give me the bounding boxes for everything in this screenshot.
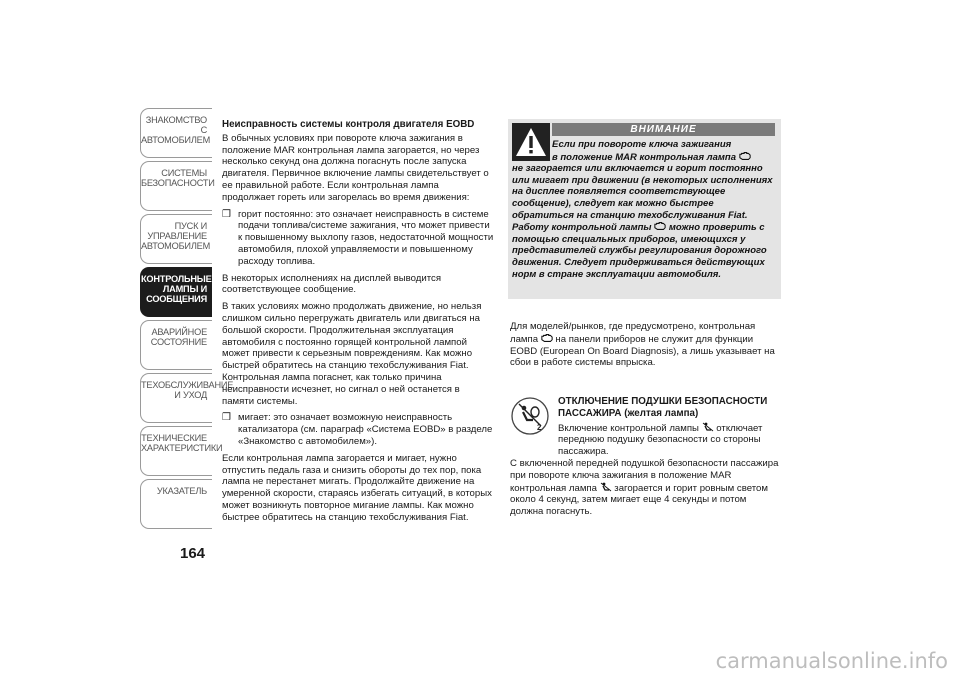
bullet-text: мигает: это означает возможную неисправность катализатора (см. параграф «Система EOBD» в разделе «Знакомство с автомобилем»). [238, 412, 493, 447]
tab-avariynoe[interactable]: АВАРИЙНОЕ СОСТОЯНИЕ [140, 320, 212, 370]
page-number: 164 [180, 545, 206, 562]
tab-tehobsluzhivanie[interactable]: ТЕХОБСЛУЖИВАНИЕ И УХОД [140, 373, 212, 423]
airbag-icon-number: 2 [537, 423, 542, 432]
paragraph [510, 458, 780, 518]
airbag-small-icon [702, 422, 714, 432]
tab-tehnicheskie[interactable]: ТЕХНИЧЕСКИЕ ХАРАКТЕРИСТИКИ [140, 426, 212, 476]
warning-heading: ВНИМАНИЕ [552, 123, 775, 136]
list-item [222, 209, 494, 268]
airbag-small-icon [600, 482, 612, 492]
paragraph-text: Для моделей/рынков, где предусмотрено, контрольная лампа [510, 321, 756, 345]
paragraph-text: С включенной передней подушкой безопасности пассажира при повороте ключа зажигания в положение MAR контрольная лампа [510, 457, 779, 494]
warning-line-with-icon [512, 151, 775, 164]
warning-box [508, 119, 781, 299]
warning-line: можно проверить с помощью специальных приборов, имеющихся у представителей службы регулирования дорожного движения. Следует придерживаться действующих норм в стране эксплуатации автомобиля. [512, 222, 767, 280]
watermark: carmanualsonline.info [715, 649, 948, 673]
tab-ukazatel[interactable]: УКАЗАТЕЛЬ [140, 479, 212, 529]
warning-line: в положение MAR контрольная лампа [552, 151, 736, 163]
paragraph: Если контрольная лампа загорается и мигает, нужно отпустить педаль газа и снизить обороты до тех пор, пока лампа не перестанет мигать. Продолжайте движение на умеренной скорости, стараясь избегать ситуаций, в которых может возникнуть повторное мигание лампы. Как можно быстрее обратитесь на станцию техобслуживания Fiat. [222, 452, 492, 523]
tab-sistemy-bezopasnosti[interactable]: СИСТЕМЫ БЕЗОПАСНОСТИ [140, 161, 212, 211]
left-column [222, 119, 494, 529]
airbag-section [510, 396, 780, 518]
paragraph: В таких условиях можно продолжать движение, но нельзя слишком сильно перегружать двигатель или двигаться на большой скорости. Продолжительная эксплуатация автомобиля с постоянно горящей контрольной лампой может привести к серьезным повреждениям. Как можно быстрей обратитесь на станцию техобслуживания Fiat. Контрольная лампа погаснет, как только причина неисправности исчезнет, но сигнал о ней останется в памяти системы. [222, 301, 482, 407]
section-title: ОТКЛЮЧЕНИЕ ПОДУШКИ БЕЗОПАСНОСТИ ПАССАЖИРА (желтая лампа) [558, 396, 768, 419]
warning-text [512, 139, 775, 280]
paragraph-text: загорается и горит ровным светом около 4 секунд, затем мигает еще 4 секунды и потом должна погаснуть. [510, 482, 768, 518]
checkbox-bullet-icon: ❒ [222, 412, 231, 424]
engine-check-icon [739, 151, 751, 161]
bullet-text: горит постоянно: это означает неисправность в системе подачи топлива/системе зажигания, что может привести к повышенному выхлопу газов, недостаточной мощности автомобиля, плохой управляемости и повышенному расходу топлива. [238, 208, 494, 267]
paragraph-text: на панели приборов не служит для функции EOBD (European On Board Diagnosis), а лишь указывает на сбои в работе системы впрыска. [510, 333, 775, 369]
tab-znakomstvo[interactable]: ЗНАКОМСТВО С АВТОМОБИЛЕМ [140, 108, 212, 158]
tab-pusk-i-upravlenie[interactable]: ПУСК И УПРАВЛЕНИЕ АВТОМОБИЛЕМ [140, 214, 212, 264]
airbag-off-icon [510, 396, 550, 436]
paragraph [510, 422, 780, 458]
paragraph-text: отключает переднюю подушку безопасности со стороны пассажира. [558, 422, 763, 458]
checkbox-bullet-icon: ❒ [222, 208, 231, 220]
paragraph: В некоторых исполнениях на дисплей выводится соответствующее сообщение. [222, 272, 442, 296]
warning-line: не загорается или включается и горит постоянно или мигает при движении (в некоторых исполнениях на дисплее появляется соответствующее сообщение), следует как можно быстрее обратиться на станцию техобслуживания Fiat. Работу контрольной лампы [512, 163, 773, 234]
tab-kontrolnye-lampy[interactable]: КОНТРОЛЬНЫЕ ЛАМПЫ И СООБЩЕНИЯ [140, 267, 212, 317]
list-item [222, 412, 494, 447]
engine-check-icon [654, 221, 666, 231]
warning-line: Если при повороте ключа зажигания [552, 139, 732, 150]
paragraph-text: Включение контрольной лампы [558, 422, 699, 434]
section-title: Неисправность системы контроля двигателя EOBD [222, 119, 475, 130]
paragraph: В обычных условиях при повороте ключа зажигания в положение MAR контрольная лампа загорается, но через несколько секунд она должна погаснуть после запуска двигателя. Первичное включение лампы свидетельствует о ее правильной работе. Если контрольная лампа продолжает гореть или загорелась во время движения: [222, 132, 489, 203]
right-column [510, 321, 780, 369]
chapter-tabs [140, 108, 234, 532]
paragraph [510, 321, 780, 369]
engine-check-icon [541, 333, 553, 343]
